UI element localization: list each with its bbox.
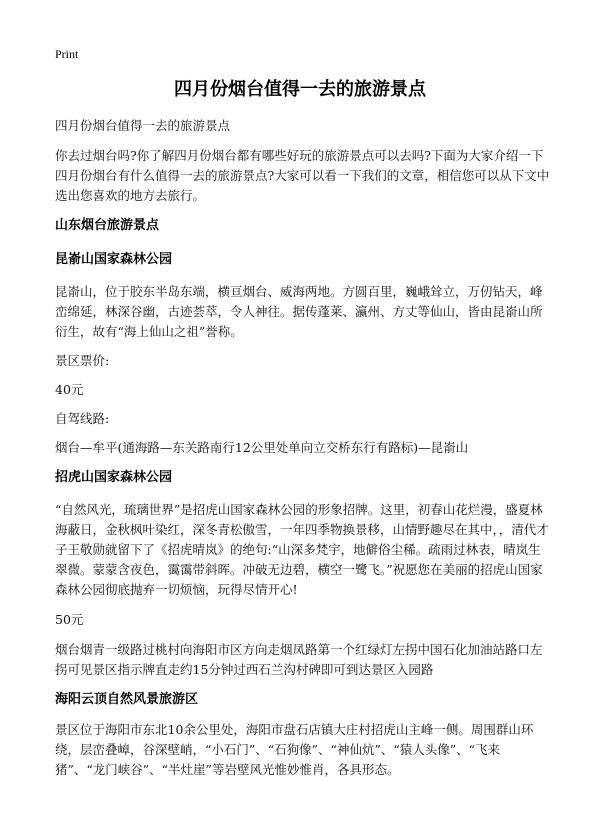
route-label: 自驾线路: [55, 411, 110, 426]
section-heading: 山东烟台旅游景点 [55, 218, 160, 233]
spot-desc-zhaohu: “自然风光，琉璃世界”是招虎山国家森林公园的形象招牌。这里，初春山花烂漫，盛夏林海蔽日，金秋枫叶染红，深冬青松傲雪，一年四季物换景移，山情野趣尽在其中，，清代才子王敬勋就留下了《招虎晴岚》的绝句:“山深多梵宇，地僻俗尘稀。疏雨过林表，晴岚生翠微。蒙蒙含夜色，霭霭带斜晖。冲破无边碧，横空一鹭飞。”祝愿您在美丽的招虎山国家森林公园彻底抛弃一切烦恼，玩得尽情开心! [55, 502, 549, 597]
spot-desc-kunyu: 昆嵛山，位于胶东半岛东端，横亘烟台、威海两地。方圆百里，巍峨耸立，万仞钻天，峰峦绵延，林深谷幽，古迹荟萃，令人神往。据传蓬莱、瀛州、方丈等仙山，皆由昆嵛山所衍生，故有“海上仙山之祖”誉称。 [55, 284, 543, 339]
spot-heading-yunding: 海阳云顶自然风景旅游区 [55, 692, 199, 707]
intro-paragraph: 你去过烟台吗?你了解四月份烟台都有哪些好玩的旅游景点可以去吗?下面为大家介绍一下四月份烟台有什么值得一去的旅游景点?大家可以看一下我们的文章，相信您可以从下文中选出您喜欢的地方去旅行。 [55, 148, 550, 203]
spot-desc-yunding: 景区位于海阳市东北10余公里处，海阳市盘石店镇大庄村招虎山主峰一侧。周围群山环绕，层峦叠嶂，谷深壁峭，“小石门”、“石狗像”、“神仙炕”、“猿人头像”、“飞来猪”、“龙门峡谷”、“半灶崖”等岩壁风光惟妙惟肖，各具形态。 [55, 722, 534, 777]
article-body [55, 116, 550, 780]
ticket-price-kunyu: 40元 [55, 382, 84, 397]
route-kunyu: 烟台—牟平(通海路—东关路南行12公里处单向立交桥东行有路标)—昆嵛山 [55, 440, 469, 455]
ticket-label: 景区票价: [55, 353, 110, 368]
route-zhaohu: 烟台烟青一级路过桃村向海阳市区方向走烟凤路第一个红绿灯左拐中国石化加油站路口左拐可见景区指示牌直走约15分钟过西石兰沟村碑即可到达景区入园路 [55, 642, 543, 677]
ticket-price-zhaohu: 50元 [55, 612, 84, 627]
spot-heading-kunyu: 昆嵛山国家森林公园 [55, 252, 173, 267]
print-link[interactable]: Print [55, 47, 79, 61]
spot-heading-zhaohu: 招虎山国家森林公园 [55, 470, 173, 485]
article-subtitle: 四月份烟台值得一去的旅游景点 [55, 118, 231, 133]
page-title: 四月份烟台值得一去的旅游景点 [174, 79, 426, 100]
